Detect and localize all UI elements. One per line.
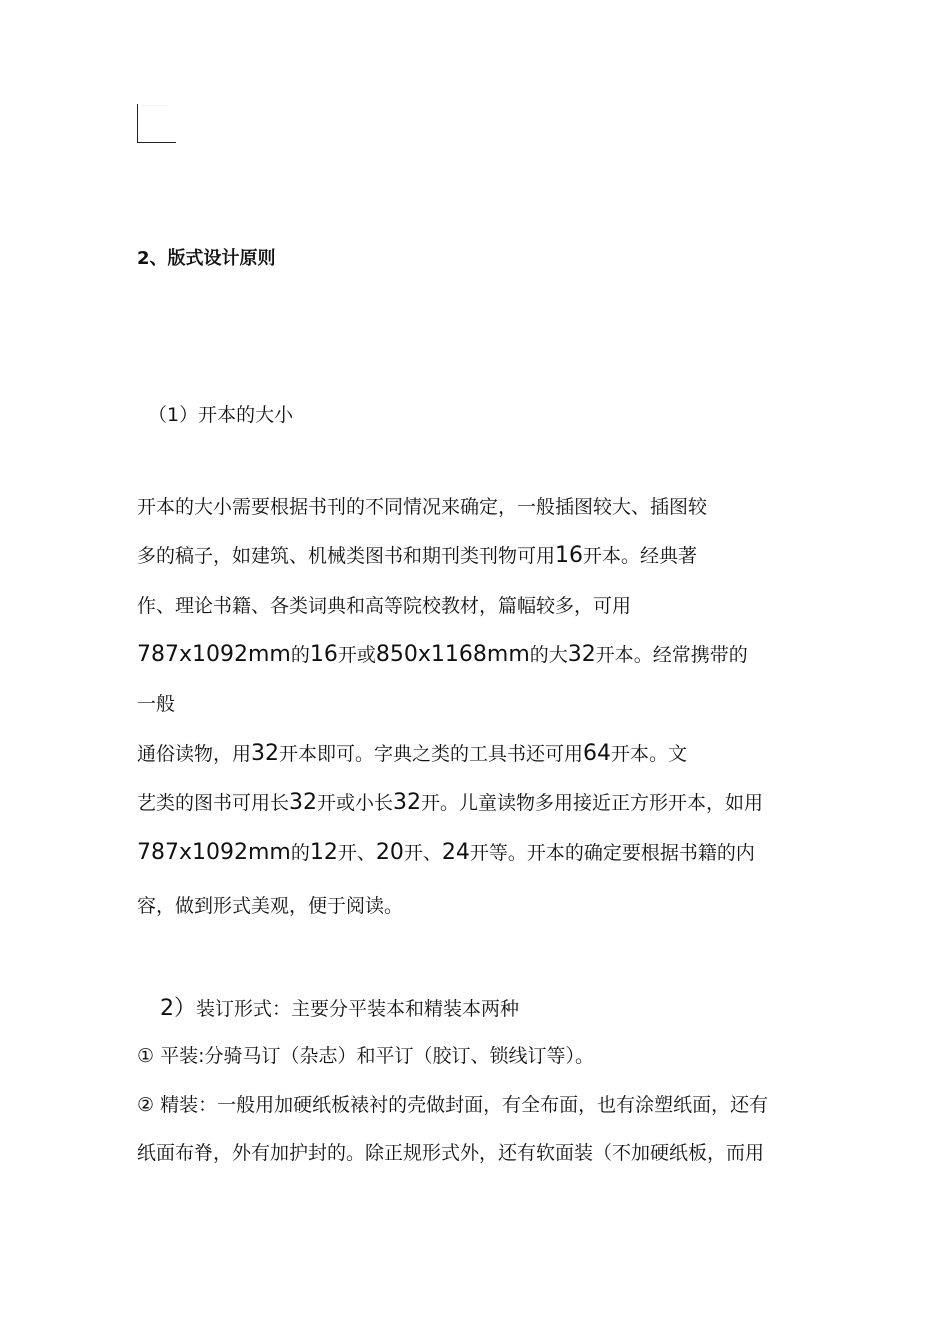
numeric-value: 12 [309, 840, 338, 865]
numeric-value: 32 [393, 790, 422, 815]
paragraph-line [137, 691, 175, 717]
numeric-value: 32 [567, 642, 596, 667]
text-segment: 开本。经常携带的 [595, 644, 748, 666]
numeric-value: 16 [309, 642, 338, 667]
text-segment: 开等。开本的确定要根据书籍的内 [469, 842, 755, 864]
paragraph-line [137, 543, 697, 569]
text-segment: 开、 [403, 842, 442, 864]
paragraph-line [137, 840, 755, 866]
subsection-2-number: 2） [160, 996, 196, 1021]
text-segment: 开。儿童读物多用接近正方形开本，如用 [421, 792, 764, 814]
paragraph-line [137, 741, 687, 767]
text-segment: 的大 [529, 644, 568, 666]
text-segment: 开本。经典著 [583, 545, 698, 567]
text-segment: 容，做到形式美观，便于阅读。 [137, 895, 404, 917]
corner-mark-text: ···························· [141, 103, 168, 107]
text-segment: 开本即可。字典之类的工具书还可用 [279, 743, 584, 765]
text-segment: 开本的大小需要根据书刊的不同情况来确定，一般插图较大、插图较 [137, 496, 708, 518]
text-segment: 开或 [337, 644, 376, 666]
paragraph-line [137, 893, 403, 919]
text-segment: 艺类的图书可用长 [137, 792, 290, 814]
binding-item-hardcover-line2: 纸面布脊，外有加护封的。除正规形式外，还有软面装（不加硬纸板，而用 [137, 1142, 765, 1164]
subsection-title-1: （1）开本的大小 [148, 404, 294, 426]
paragraph-line [137, 642, 748, 668]
numeric-value: 24 [441, 840, 470, 865]
numeric-value: 16 [555, 543, 584, 568]
numeric-value: 787x1092mm [137, 642, 291, 667]
text-segment: 多的稿子，如建筑、机械类图书和期刊类刊物可用 [137, 545, 556, 567]
text-segment: 的 [290, 842, 310, 864]
section-heading: 2、版式设计原则 [137, 248, 276, 269]
text-segment: 作、理论书籍、各类词典和高等院校教材，篇幅较多，可用 [137, 595, 632, 617]
text-segment: 开、 [337, 842, 376, 864]
paragraph-line [137, 593, 631, 619]
numeric-value: 32 [289, 790, 318, 815]
text-segment: 一般 [137, 693, 176, 715]
numeric-value: 787x1092mm [137, 840, 291, 865]
numeric-value: 850x1168mm [375, 642, 530, 667]
numeric-value: 64 [583, 741, 612, 766]
text-segment: 开或小长 [317, 792, 394, 814]
subsection-title-2 [160, 996, 519, 1022]
numeric-value: 32 [251, 741, 280, 766]
paragraph-line [137, 494, 707, 520]
binding-item-hardcover-line1: ② 精装：一般用加硬纸板裱衬的壳做封面，有全布面，也有涂塑纸面，还有 [137, 1094, 769, 1116]
text-segment: 通俗读物，用 [137, 743, 252, 765]
binding-item-paperback: ① 平装:分骑马订（杂志）和平订（胶订、锁线订等）。 [137, 1045, 594, 1067]
paragraph-line [137, 790, 763, 816]
text-segment: 开本。文 [611, 743, 688, 765]
text-segment: 的 [290, 644, 310, 666]
numeric-value: 20 [375, 840, 404, 865]
corner-crop-mark [137, 104, 176, 143]
subsection-2-text: 装订形式：主要分平装本和精装本两种 [196, 998, 520, 1020]
